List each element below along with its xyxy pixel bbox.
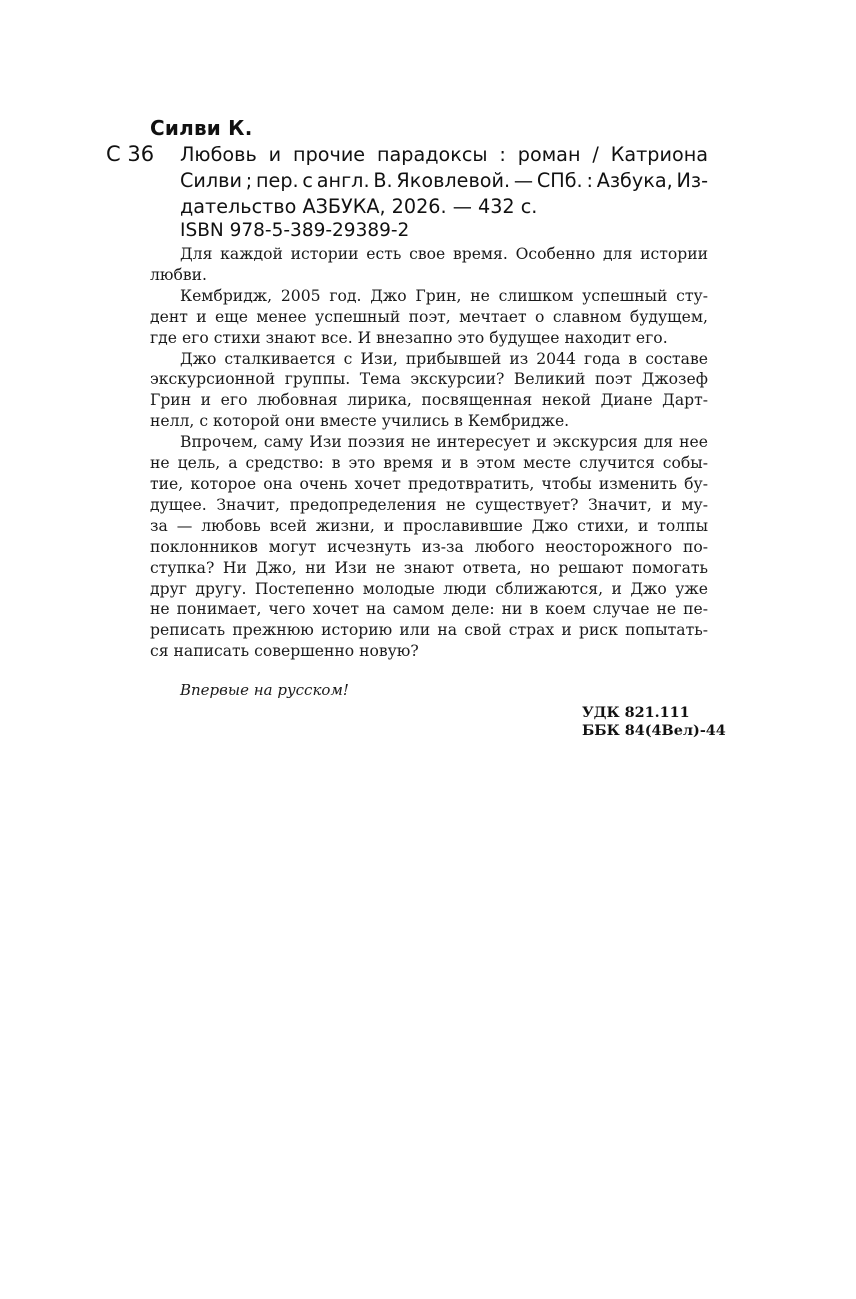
- tagline: Впервые на русском!: [180, 681, 349, 699]
- bibliographic-line: Силви ; пер. с англ. В. Яковлевой. — СПб. : Азбука, Из-: [180, 169, 708, 192]
- isbn: ISBN 978-5-389-29389-2: [180, 220, 410, 241]
- bbk-index: ББК 84(4Вел)-44: [582, 722, 726, 739]
- annotation-line: друг другу. Постепенно молодые люди сближаются, и Джо уже: [150, 579, 708, 598]
- annotation-line: не понимает, чего хочет на самом деле: ни в коем случае не пе-: [150, 600, 708, 619]
- annotation-line: тие, которое она очень хочет предотвратить, чтобы изменить бу-: [150, 474, 708, 493]
- annotation-line: ступка? Ни Джо, ни Изи не знают ответа, но решают помогать: [150, 558, 708, 577]
- annotation-line: Кембридж, 2005 год. Джо Грин, не слишком успешный сту-: [180, 286, 708, 305]
- annotation-line: за — любовь всей жизни, и прославившие Джо стихи, и толпы: [150, 516, 708, 535]
- annotation-line: ся написать совершенно новую?: [150, 642, 419, 661]
- annotation-line: Джо сталкивается с Изи, прибывшей из 2044 года в составе: [180, 349, 708, 368]
- annotation: [150, 244, 708, 662]
- annotation-line: где его стихи знают все. И внезапно это будущее находит его.: [150, 328, 668, 347]
- bibliographic-line: Любовь и прочие парадоксы : роман / Катриона: [180, 143, 708, 166]
- author-heading: Силви К.: [150, 116, 253, 140]
- annotation-line: нелл, с которой они вместе учились в Кембридже.: [150, 412, 570, 431]
- bibliographic-description: [180, 142, 708, 220]
- annotation-line: Грин и его любовная лирика, посвященная некой Диане Дарт-: [150, 391, 708, 410]
- annotation-line: Для каждой истории есть свое время. Особенно для истории: [180, 245, 708, 263]
- classification-code: С 36: [106, 142, 155, 166]
- annotation-line: реписать прежнюю историю или на свой страх и риск попытать-: [150, 621, 708, 640]
- annotation-line: дущее. Значит, предопределения не существует? Значит, и му-: [150, 495, 708, 514]
- bibliographic-line: дательство АЗБУКА, 2026. — 432 с.: [180, 195, 538, 218]
- annotation-line: экскурсионной группы. Тема экскурсии? Великий поэт Джозеф: [150, 370, 708, 389]
- annotation-line: не цель, а средство: в это время и в этом месте случится собы-: [150, 454, 708, 473]
- annotation-line: любви.: [150, 265, 207, 284]
- udk-index: УДК 821.111: [582, 704, 690, 721]
- annotation-line: поклонников могут исчезнуть из-за любого неосторожного по-: [150, 537, 708, 556]
- annotation-line: Впрочем, саму Изи поэзия не интересует и экскурсия для нее: [180, 433, 708, 452]
- classification-indices: [582, 704, 726, 740]
- annotation-line: дент и еще менее успешный поэт, мечтает о славном будущем,: [150, 307, 708, 326]
